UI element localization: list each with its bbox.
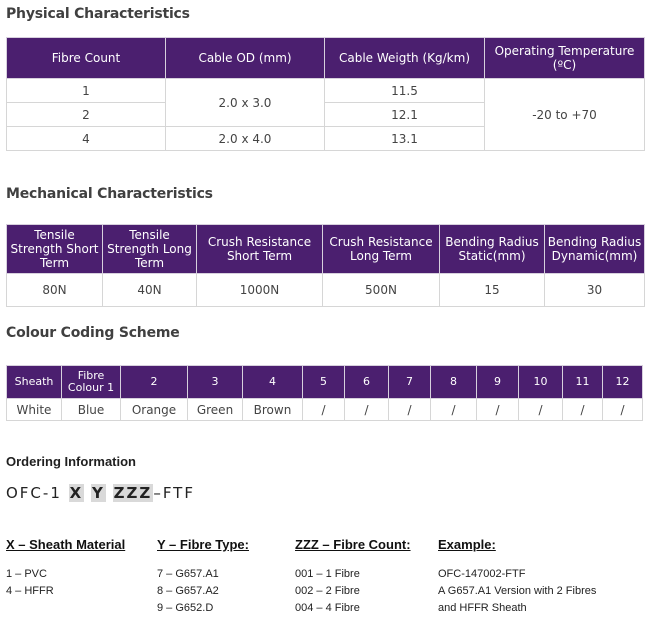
cable-od-cell: 2.0 x 4.0 [166, 127, 325, 151]
tensile-long-value: 40N [103, 274, 197, 307]
tensile-short-value: 80N [7, 274, 103, 307]
cable-weight-cell: 11.5 [325, 79, 485, 103]
header-tensile-long: Tensile Strength Long Term [103, 225, 197, 274]
header-fibre-count: Fibre Count [7, 38, 166, 79]
crush-short-value: 1000N [197, 274, 323, 307]
list-item: 001 – 1 Fibre [295, 568, 360, 580]
fibre-count-column [295, 537, 411, 617]
table-header-row [7, 225, 645, 274]
table-row [7, 399, 643, 421]
table-header-row [7, 366, 643, 399]
list-item: 7 – G657.A1 [157, 568, 219, 580]
header-colour-8: 8 [431, 366, 477, 399]
header-sheath: Sheath [7, 366, 62, 399]
table-header-row [7, 38, 645, 79]
order-code-x: X [69, 484, 84, 502]
physical-characteristics-heading: Physical Characteristics [6, 6, 190, 22]
fibre-colour-6-value: / [345, 399, 389, 421]
cable-weight-cell: 12.1 [325, 103, 485, 127]
header-operating-temperature: Operating Temperature (ºC) [485, 38, 645, 79]
header-colour-4: 4 [243, 366, 303, 399]
list-item: 9 – G652.D [157, 602, 214, 614]
colour-coding-heading: Colour Coding Scheme [6, 325, 180, 341]
order-code-zzz: ZZZ [113, 484, 153, 502]
fibre-count-cell: 2 [7, 103, 166, 127]
fibre-colour-7-value: / [389, 399, 431, 421]
header-colour-3: 3 [188, 366, 243, 399]
order-code [6, 484, 195, 502]
sheath-material-heading: X – Sheath Material [6, 537, 126, 552]
header-cable-od: Cable OD (mm) [166, 38, 325, 79]
fibre-colour-1-value: Blue [62, 399, 121, 421]
list-item: OFC-147002-FTF [438, 568, 526, 580]
physical-characteristics-table [6, 37, 645, 151]
fibre-type-column [157, 537, 249, 617]
fibre-colour-3-value: Green [188, 399, 243, 421]
fibre-colour-12-value: / [603, 399, 643, 421]
list-item: and HFFR Sheath [438, 602, 527, 614]
fibre-colour-10-value: / [519, 399, 563, 421]
header-cable-weight: Cable Weigth (Kg/km) [325, 38, 485, 79]
fibre-colour-5-value: / [303, 399, 345, 421]
mechanical-characteristics-table [6, 224, 645, 307]
table-row [7, 274, 645, 307]
ordering-information-heading: Ordering Information [6, 454, 136, 469]
header-colour-6: 6 [345, 366, 389, 399]
fibre-colour-11-value: / [563, 399, 603, 421]
table-row [7, 79, 645, 103]
example-column [438, 537, 596, 617]
header-fibre-colour-1: Fibre Colour 1 [62, 366, 121, 399]
mechanical-characteristics-heading: Mechanical Characteristics [6, 186, 213, 202]
order-code-prefix: OFC-1 [6, 484, 62, 502]
header-crush-long: Crush Resistance Long Term [323, 225, 440, 274]
fibre-colour-4-value: Brown [243, 399, 303, 421]
header-tensile-short: Tensile Strength Short Term [7, 225, 103, 274]
header-colour-5: 5 [303, 366, 345, 399]
fibre-colour-8-value: / [431, 399, 477, 421]
header-crush-short: Crush Resistance Short Term [197, 225, 323, 274]
cable-od-cell: 2.0 x 3.0 [166, 79, 325, 127]
example-heading: Example: [438, 537, 496, 552]
list-item: 8 – G657.A2 [157, 585, 219, 597]
fibre-count-heading: ZZZ – Fibre Count: [295, 537, 411, 552]
header-colour-11: 11 [563, 366, 603, 399]
list-item: 1 – PVC [6, 568, 47, 580]
fibre-colour-2-value: Orange [121, 399, 188, 421]
list-item: 4 – HFFR [6, 585, 54, 597]
temperature-cell: -20 to +70 [485, 79, 645, 151]
header-colour-2: 2 [121, 366, 188, 399]
header-colour-12: 12 [603, 366, 643, 399]
bending-dynamic-value: 30 [545, 274, 645, 307]
cable-weight-cell: 13.1 [325, 127, 485, 151]
list-item: A G657.A1 Version with 2 Fibres [438, 585, 597, 597]
list-item: 004 – 4 Fibre [295, 602, 360, 614]
header-bending-static: Bending Radius Static(mm) [440, 225, 545, 274]
header-colour-7: 7 [389, 366, 431, 399]
header-colour-9: 9 [477, 366, 519, 399]
fibre-count-cell: 4 [7, 127, 166, 151]
crush-long-value: 500N [323, 274, 440, 307]
header-colour-10: 10 [519, 366, 563, 399]
order-code-y: Y [92, 484, 105, 502]
bending-static-value: 15 [440, 274, 545, 307]
colour-coding-table [6, 365, 643, 421]
fibre-type-heading: Y – Fibre Type: [157, 537, 249, 552]
sheath-material-column [6, 537, 125, 600]
order-code-suffix: –FTF [153, 484, 195, 502]
fibre-colour-9-value: / [477, 399, 519, 421]
list-item: 002 – 2 Fibre [295, 585, 360, 597]
fibre-count-cell: 1 [7, 79, 166, 103]
header-bending-dynamic: Bending Radius Dynamic(mm) [545, 225, 645, 274]
sheath-colour-value: White [7, 399, 62, 421]
